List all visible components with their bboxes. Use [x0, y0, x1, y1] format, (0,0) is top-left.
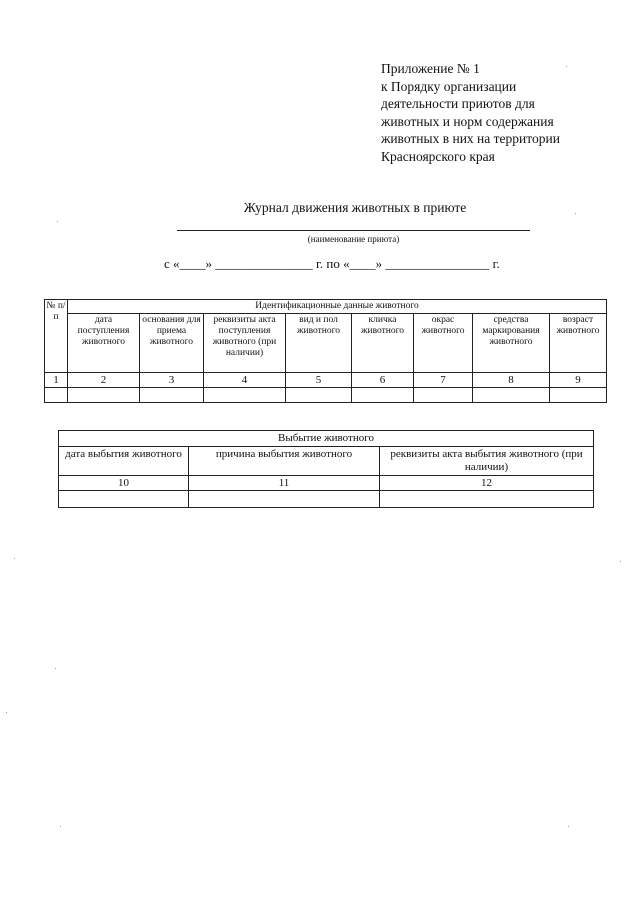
col-number: 9 [550, 373, 607, 388]
col-header: возраст животного [550, 314, 607, 373]
scan-speck [55, 668, 56, 669]
appendix-line: животных в них на территории [381, 131, 560, 146]
num-header: № п/п [45, 300, 68, 373]
col-number: 8 [473, 373, 550, 388]
col-number: 2 [68, 373, 140, 388]
scan-speck [568, 826, 569, 827]
scan-speck [566, 66, 567, 67]
appendix-line: к Порядку организации [381, 78, 517, 94]
col-number: 5 [286, 373, 352, 388]
col-number: 10 [59, 476, 189, 491]
col-header: дата выбытия животного [59, 447, 189, 476]
col-header: реквизиты акта выбытия животного (при наличии) [380, 447, 594, 476]
appendix-line: животных и норм содержания [381, 113, 554, 129]
identification-table [44, 299, 607, 403]
table-row [59, 491, 594, 508]
col-number: 6 [352, 373, 414, 388]
shelter-name-line [177, 230, 530, 231]
appendix-line: деятельности приютов для [381, 96, 535, 111]
scan-speck [60, 826, 61, 827]
group-header: Выбытие животного [59, 431, 594, 447]
scan-speck [620, 561, 621, 562]
col-header: средства маркирования животного [473, 314, 550, 373]
col-number: 7 [414, 373, 473, 388]
col-header: вид и пол животного [286, 314, 352, 373]
col-header: окрас животного [414, 314, 473, 373]
shelter-name-caption: (наименование приюта) [307, 234, 400, 244]
appendix-line: Красноярского края [381, 148, 495, 164]
scan-speck [575, 213, 576, 214]
col-header: дата поступления животного [68, 314, 140, 373]
col-number: 4 [204, 373, 286, 388]
departure-table [58, 430, 594, 508]
col-number: 3 [140, 373, 204, 388]
col-number: 11 [189, 476, 380, 491]
journal-title: Журнал движения животных в приюте [243, 200, 467, 215]
scan-speck [14, 558, 15, 559]
col-number: 12 [380, 476, 594, 491]
col-header: основания для приема животного [140, 314, 204, 373]
scan-speck [57, 221, 58, 222]
col-header: кличка животного [352, 314, 414, 373]
appendix-block [381, 60, 621, 165]
scan-speck [6, 712, 7, 713]
col-header: реквизиты акта поступления животного (при наличии) [204, 314, 286, 373]
period-line: с «____» _______________ г. по «____» ________________ г. [164, 256, 500, 271]
col-number: 1 [45, 373, 68, 388]
col-header: причина выбытия животного [189, 447, 380, 476]
table-row [45, 388, 607, 403]
appendix-line: Приложение № 1 [381, 61, 480, 76]
group-header: Идентификационные данные животного [68, 300, 607, 314]
